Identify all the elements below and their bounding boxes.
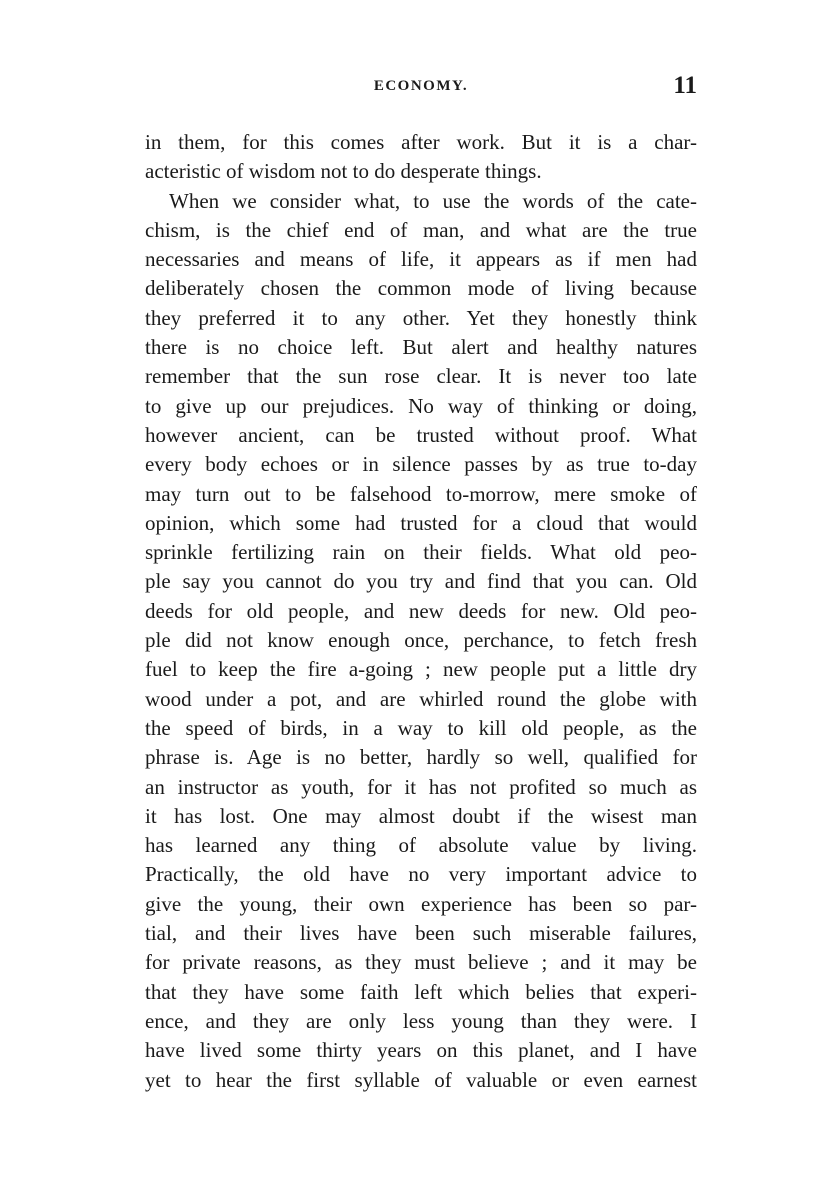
text-line: tial, and their lives have been such miserable failures, [145, 921, 697, 946]
body-text [145, 128, 697, 1095]
text-line: deliberately chosen the common mode of living because [145, 276, 697, 301]
text-line: has learned any thing of absolute value by living. [145, 833, 697, 858]
text-line: wood under a pot, and are whirled round the globe with [145, 686, 697, 711]
text-line: acteristic of wisdom not to do desperate things. [145, 159, 542, 184]
text-line: however ancient, can be trusted without proof. What [145, 422, 697, 447]
text-line: necessaries and means of life, it appears as if men had [145, 247, 697, 272]
text-line: give the young, their own experience has been so par- [145, 891, 697, 916]
running-head [145, 72, 697, 106]
text-line: Practically, the old have no very important advice to [145, 862, 697, 887]
text-line: for private reasons, as they must believe ; and it may be [145, 950, 697, 975]
page-number: 11 [673, 72, 697, 99]
text-line: ple say you cannot do you try and find that you can. Old [145, 569, 697, 594]
text-line: there is no choice left. But alert and healthy natures [145, 335, 697, 360]
text-line: remember that the sun rose clear. It is never too late [145, 364, 697, 389]
text-line: ence, and they are only less young than they were. I [145, 1008, 697, 1033]
text-line: to give up our prejudices. No way of thinking or doing, [145, 393, 697, 418]
text-line: deeds for old people, and new deeds for new. Old peo- [145, 598, 697, 623]
text-line: they preferred it to any other. Yet they honestly think [145, 305, 697, 330]
text-line: an instructor as youth, for it has not profited so much as [145, 774, 697, 799]
text-line: may turn out to be falsehood to-morrow, mere smoke of [145, 481, 697, 506]
text-line: have lived some thirty years on this planet, and I have [145, 1038, 697, 1063]
text-line: chism, is the chief end of man, and what are the true [145, 217, 697, 242]
running-title: ECONOMY. [373, 78, 469, 94]
text-line: it has lost. One may almost doubt if the wisest man [145, 803, 697, 828]
text-line: in them, for this comes after work. But it is a char- [145, 130, 697, 154]
text-line: opinion, which some had trusted for a cloud that would [145, 510, 697, 535]
text-line: yet to hear the first syllable of valuable or even earnest [145, 1067, 697, 1092]
text-line: phrase is. Age is no better, hardly so well, qualified for [145, 745, 697, 770]
text-line: sprinkle fertilizing rain on their fields. What old peo- [145, 540, 697, 565]
text-line: When we consider what, to use the words of the cate- [169, 188, 697, 213]
text-line: ple did not know enough once, perchance, to fetch fresh [145, 628, 697, 653]
text-line: the speed of birds, in a way to kill old people, as the [145, 715, 697, 740]
text-line: every body echoes or in silence passes by as true to-day [145, 452, 697, 477]
text-line: that they have some faith left which belies that experi- [145, 979, 697, 1004]
text-line: fuel to keep the fire a-going ; new people put a little dry [145, 657, 697, 682]
